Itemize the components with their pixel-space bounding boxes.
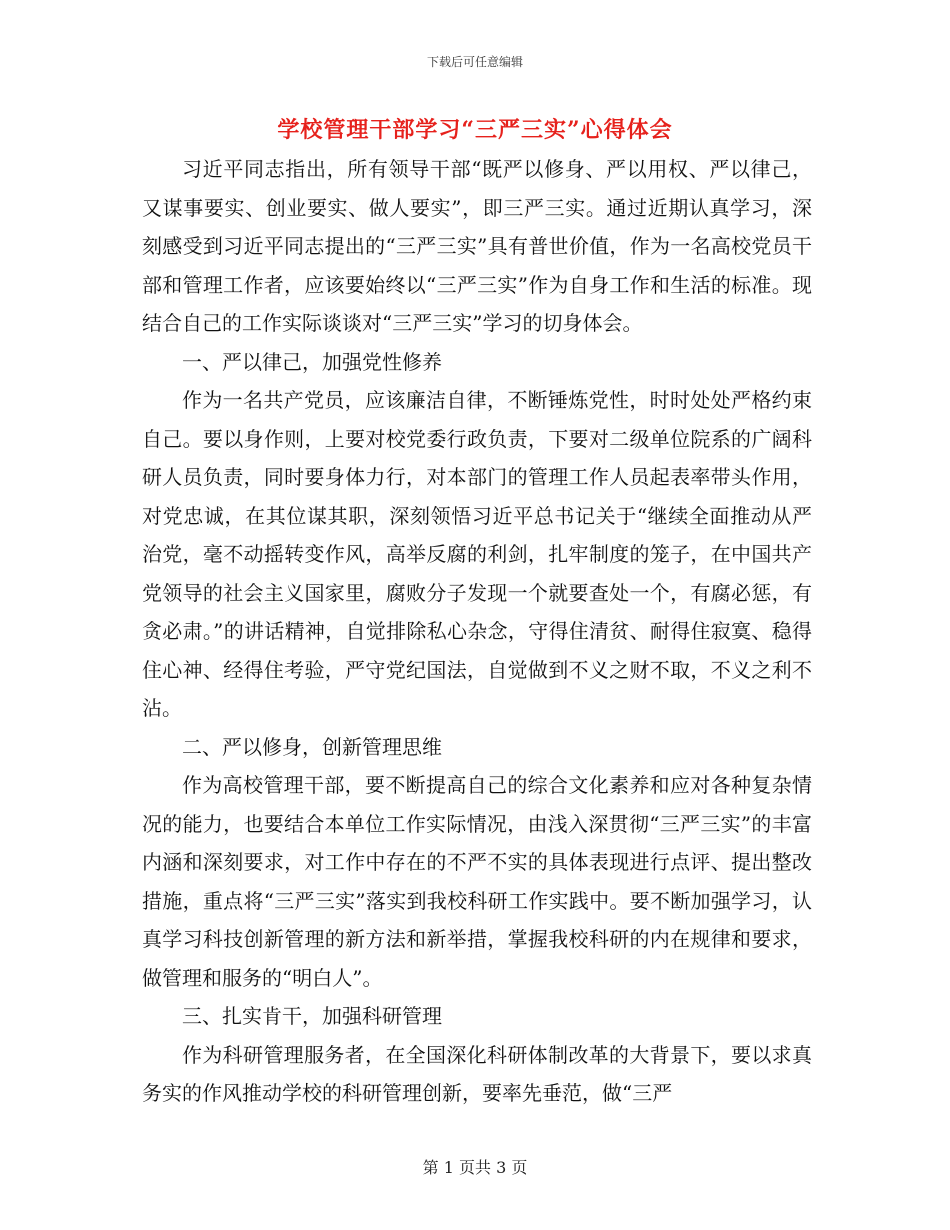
- intro-paragraph: 习近平同志指出，所有领导干部“既严以修身、严以用权、严以律己，又谋事要实、创业要实、做人要实”，即三严三实。通过近期认真学习，深刻感受到习近平同志提出的“三严三实”具有普世价值，作为一名高校党员干部和管理工作者，应该要始终以“三严三实”作为自身工作和生活的标准。现结合自己的工作实际谈谈对“三严三实”学习的切身体会。: [142, 157, 812, 335]
- section-2-paragraph: 作为高校管理干部，要不断提高自己的综合文化素养和应对各种复杂情况的能力，也要结合本单位工作实际情况，由浅入深贯彻“三严三实”的丰富内涵和深刻要求，对工作中存在的不严不实的具体表现进行点评、提出整改措施，重点将“三严三实”落实到我校科研工作实践中。要不断加强学习，认真学习科技创新管理的新方法和新举措，掌握我校科研的内在规律和要求，做管理和服务的“明白人”。: [142, 773, 812, 990]
- page-footer: 第 1 页共 3 页: [422, 1158, 528, 1177]
- section-1-paragraph: 作为一名共产党员，应该廉洁自律，不断锤炼党性，时时处处严格约束自己。要以身作则，上要对校党委行政负责，下要对二级单位院系的广阔科研人员负责，同时要身体力行，对本部门的管理工作人员起表率带头作用，对党忠诚，在其位谋其职，深刻领悟习近平总书记关于“继续全面推动从严治党，毫不动摇转变作风，高举反腐的利剑，扎牢制度的笼子，在中国共产党领导的社会主义国家里，腐败分子发现一个就要查处一个，有腐必惩，有贪必肃。”的讲话精神，自觉排除私心杂念，守得住清贫、耐得住寂寞、稳得住心神、经得住考验，严守党纪国法，自觉做到不义之财不取，不义之利不沾。: [142, 388, 812, 720]
- document-body: [142, 150, 812, 1113]
- section-1-heading: 一、严以律己，加强党性修养: [182, 349, 442, 374]
- header-note: 下载后可任意编辑: [426, 55, 523, 69]
- section-3-heading: 三、扎实肯干，加强科研管理: [182, 1004, 442, 1028]
- document-title: 学校管理干部学习“三严三实”心得体会: [277, 117, 673, 143]
- section-3-paragraph: 作为科研管理服务者，在全国深化科研体制改革的大背景下，要以求真务实的作风推动学校的科研管理创新，要率先垂范，做“三严: [142, 1042, 812, 1105]
- section-2-heading: 二、严以修身，创新管理思维: [182, 734, 442, 759]
